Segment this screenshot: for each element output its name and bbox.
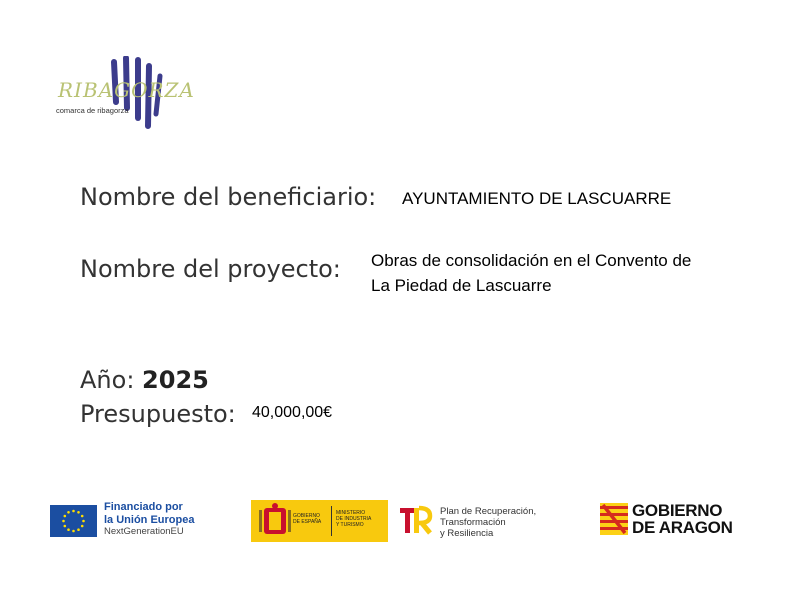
plan-line3: y Resiliencia (440, 528, 494, 539)
plan-line1: Plan de Recuperación, (440, 506, 537, 517)
eu-line1: Financiado por (104, 501, 183, 513)
min-line1: MINISTERIO (336, 510, 366, 516)
aragon-text (632, 502, 733, 536)
budget-value: 40,000,00€ (252, 404, 333, 421)
min-line2: DE INDUSTRIA (336, 516, 372, 522)
gobierno-espana-text (293, 513, 321, 525)
project-label: Nombre del proyecto: (80, 255, 341, 283)
project-value (371, 248, 721, 298)
year-label: Año: (80, 366, 135, 394)
plan-recuperacion-text (440, 506, 536, 539)
project-value-line1: Obras de consolidación en el Convento de (371, 251, 692, 270)
gob-line1: GOBIERNO (293, 513, 320, 519)
logo-subtitle: comarca de ribagorza (56, 106, 129, 115)
plan-line2: Transformación (440, 517, 506, 528)
year-row (80, 366, 209, 394)
project-value-line2: La Piedad de Lascuarre (371, 276, 552, 295)
aragon-line1: GOBIERNO (632, 501, 723, 520)
ministerio-text (336, 510, 371, 528)
aragon-flag-icon (600, 503, 628, 535)
ribagorza-logo (52, 56, 195, 132)
eu-funding-text (104, 501, 194, 539)
beneficiary-label: Nombre del beneficiario: (80, 183, 377, 211)
tr-monogram-icon (398, 503, 434, 539)
eu-flag-icon (50, 505, 97, 537)
beneficiary-value: AYUNTAMIENTO DE LASCUARRE (402, 189, 672, 208)
budget-label: Presupuesto: (80, 400, 236, 428)
aragon-line2: DE ARAGON (632, 518, 733, 537)
min-line3: Y TURISMO (336, 522, 364, 528)
gob-divider (331, 506, 332, 536)
eu-line3: NextGenerationEU (104, 526, 184, 537)
coat-of-arms-icon (255, 500, 295, 542)
year-value: 2025 (142, 366, 209, 394)
logo-wordmark: RIBAGORZA (58, 78, 195, 102)
gob-line2: DE ESPAÑA (293, 519, 322, 525)
eu-line2: la Unión Europea (104, 513, 195, 526)
